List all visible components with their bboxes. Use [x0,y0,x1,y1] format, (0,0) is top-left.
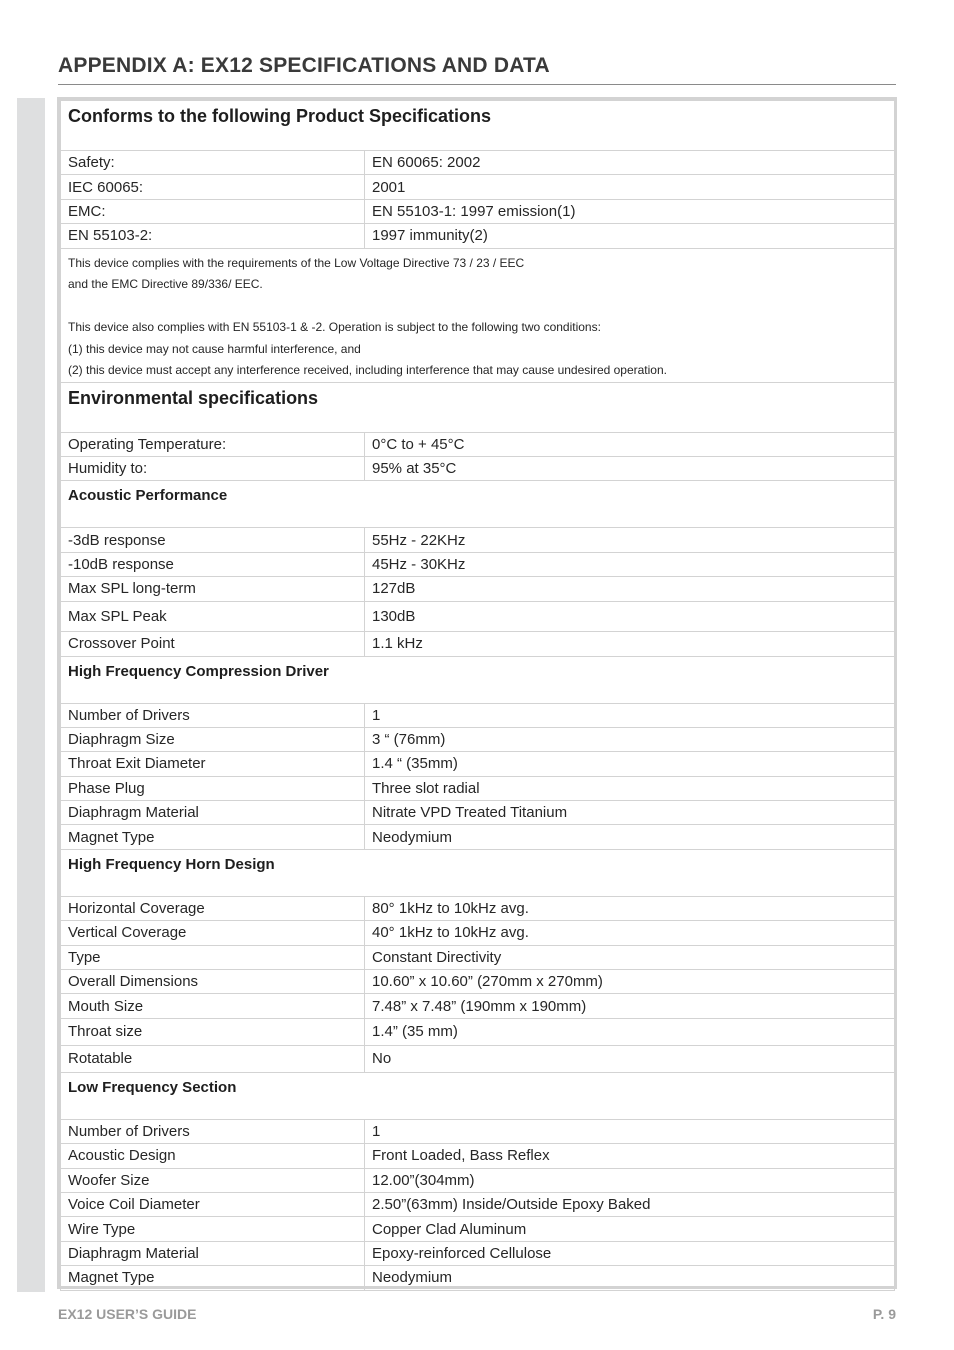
section-title: Conforms to the following Product Specifications [61,101,895,151]
spec-value: 80° 1kHz to 10kHz avg. [365,896,895,920]
spec-value: Epoxy-reinforced Cellulose [365,1241,895,1265]
spec-table [60,100,895,1291]
spec-value: 1.1 kHz [365,632,895,656]
spec-label: Crossover Point [61,632,365,656]
spec-value: 1.4” (35 mm) [365,1018,895,1045]
footer-guide-title: EX12 USER’S GUIDE [58,1306,197,1322]
section-header-conformance [61,101,895,151]
table-row [61,224,895,248]
spec-value: 40° 1kHz to 10kHz avg. [365,921,895,945]
table-row [61,825,895,849]
spec-value: 0°C to + 45°C [365,432,895,456]
spec-label: Horizontal Coverage [61,896,365,920]
table-row [61,921,895,945]
note-line: This device complies with the requirements of the Low Voltage Directive 73 / 23 / EEC [68,255,525,270]
spec-label: Magnet Type [61,1266,365,1290]
spec-value: Copper Clad Aluminum [365,1217,895,1241]
spec-value: Front Loaded, Bass Reflex [365,1144,895,1168]
note-line: (1) this device may not cause harmful interference, and [68,341,361,356]
section-title: High Frequency Horn Design [61,849,895,896]
footer-page-number: P. 9 [872,1306,896,1322]
spec-value: Neodymium [365,1266,895,1290]
spec-label: Type [61,945,365,969]
table-row [61,432,895,456]
spec-value: Neodymium [365,825,895,849]
section-title: Environmental specifications [61,382,895,432]
table-row [61,1241,895,1265]
section-title: High Frequency Compression Driver [61,656,895,703]
section-header-acoustic [61,481,895,528]
table-row [61,1266,895,1290]
table-row [61,703,895,727]
spec-value: EN 60065: 2002 [365,151,895,175]
table-row [61,1168,895,1192]
table-row [61,456,895,480]
table-row [61,552,895,576]
spec-label: -10dB response [61,552,365,576]
spec-value: 2.50”(63mm) Inside/Outside Epoxy Baked [365,1192,895,1216]
spec-label: Rotatable [61,1045,365,1072]
table-row [61,175,895,199]
spec-value: 1.4 “ (35mm) [365,752,895,776]
spec-label: Voice Coil Diameter [61,1192,365,1216]
table-row [61,970,895,994]
note-line: and the EMC Directive 89/336/ EEC. [68,277,263,292]
section-title: Low Frequency Section [61,1072,895,1119]
spec-value: 1997 immunity(2) [365,224,895,248]
spec-value: Three slot radial [365,776,895,800]
spec-value: 10.60” x 10.60” (270mm x 270mm) [365,970,895,994]
spec-label: EN 55103-2: [61,224,365,248]
title-divider [58,84,896,85]
table-row [61,528,895,552]
table-row [61,1192,895,1216]
spec-value: 45Hz - 30KHz [365,552,895,576]
spec-label: Safety: [61,151,365,175]
table-row [61,752,895,776]
table-row [61,1217,895,1241]
spec-value: No [365,1045,895,1072]
table-row [61,151,895,175]
section-header-hf-horn [61,849,895,896]
spec-value: 7.48” x 7.48” (190mm x 190mm) [365,994,895,1018]
table-row [61,199,895,223]
note-spacer [68,296,887,318]
section-header-environmental [61,382,895,432]
note-line: This device also complies with EN 55103-1 & -2. Operation is subject to the following two conditions: [68,320,601,335]
spec-value: 127dB [365,577,895,601]
table-row [61,776,895,800]
spec-label: Overall Dimensions [61,970,365,994]
table-row [61,1119,895,1143]
spec-label: Wire Type [61,1217,365,1241]
table-row [61,945,895,969]
spec-label: Vertical Coverage [61,921,365,945]
spec-label: Diaphragm Size [61,727,365,751]
side-margin-bar [17,98,45,1292]
spec-value: 12.00”(304mm) [365,1168,895,1192]
spec-label: Diaphragm Material [61,801,365,825]
spec-label: Acoustic Design [61,1144,365,1168]
spec-label: Operating Temperature: [61,432,365,456]
section-title: Acoustic Performance [61,481,895,528]
spec-value: 55Hz - 22KHz [365,528,895,552]
table-row [61,1045,895,1072]
spec-label: Diaphragm Material [61,1241,365,1265]
spec-label: Number of Drivers [61,703,365,727]
spec-label: Throat size [61,1018,365,1045]
table-row [61,896,895,920]
page-title: APPENDIX A: EX12 SPECIFICATIONS AND DATA [58,54,550,77]
spec-value: Constant Directivity [365,945,895,969]
spec-label: Phase Plug [61,776,365,800]
spec-value: 130dB [365,601,895,632]
spec-label: EMC: [61,199,365,223]
spec-label: Woofer Size [61,1168,365,1192]
spec-label: Number of Drivers [61,1119,365,1143]
section-header-lf-section [61,1072,895,1119]
section-header-hf-driver [61,656,895,703]
spec-label: Max SPL long-term [61,577,365,601]
spec-value: 95% at 35°C [365,456,895,480]
spec-label: Magnet Type [61,825,365,849]
spec-value: 1 [365,703,895,727]
table-row [61,632,895,656]
table-row [61,801,895,825]
spec-label: Mouth Size [61,994,365,1018]
spec-value: EN 55103-1: 1997 emission(1) [365,199,895,223]
table-row [61,601,895,632]
spec-value: 2001 [365,175,895,199]
spec-label: Max SPL Peak [61,601,365,632]
spec-label: IEC 60065: [61,175,365,199]
spec-value: 3 “ (76mm) [365,727,895,751]
spec-label: -3dB response [61,528,365,552]
table-row [61,1018,895,1045]
spec-label: Throat Exit Diameter [61,752,365,776]
table-row [61,727,895,751]
table-row [61,577,895,601]
spec-label: Humidity to: [61,456,365,480]
note-line: (2) this device must accept any interference received, including interference that may cause undesired operation. [68,363,667,378]
spec-table-frame [57,97,897,1289]
spec-value: Nitrate VPD Treated Titanium [365,801,895,825]
compliance-note [61,248,895,382]
table-row [61,994,895,1018]
table-row [61,1144,895,1168]
spec-value: 1 [365,1119,895,1143]
